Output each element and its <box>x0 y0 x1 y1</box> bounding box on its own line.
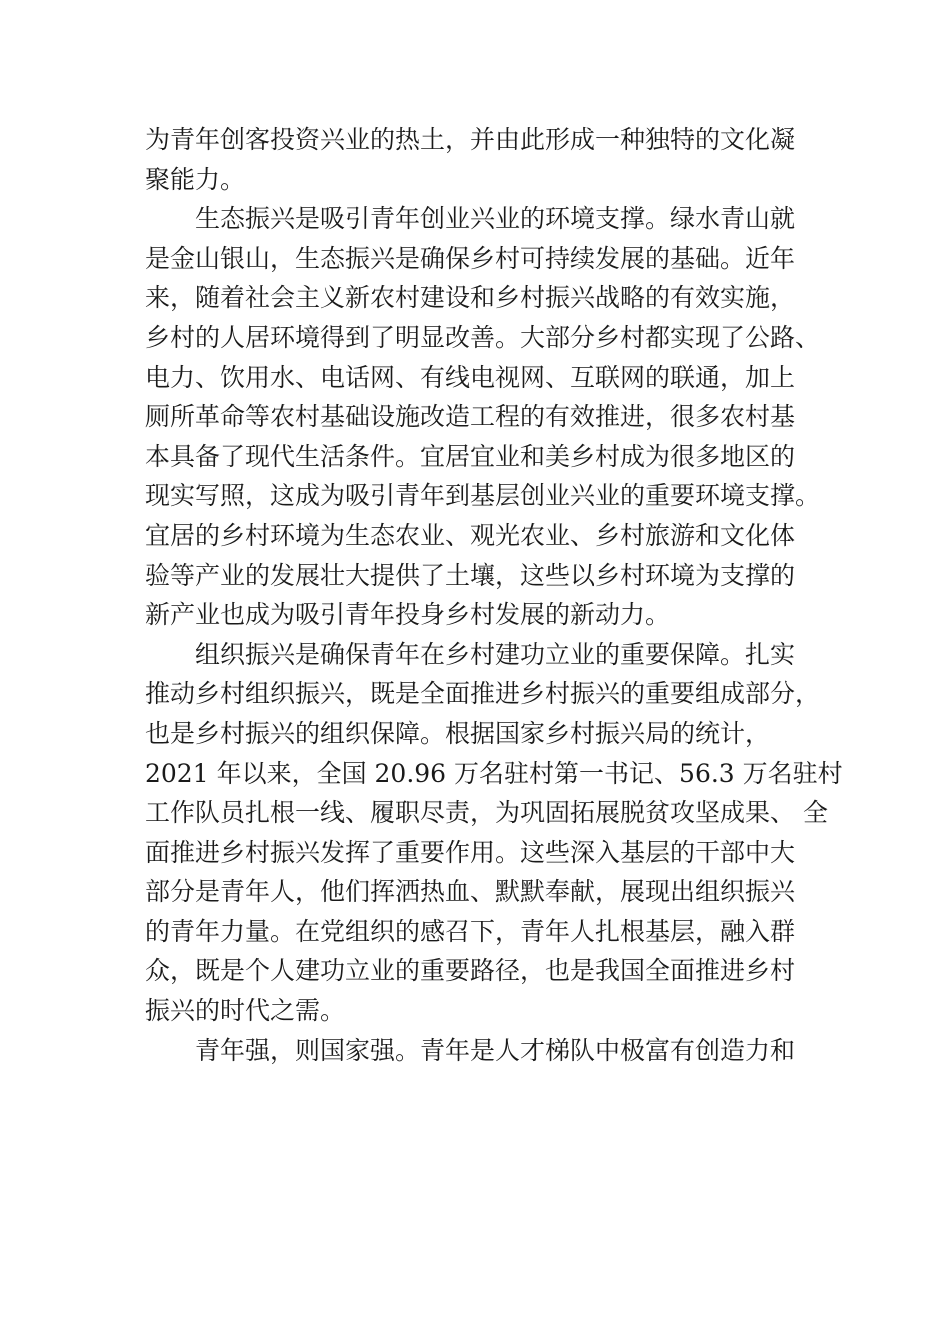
text-line: 厕所革命等农村基础设施改造工程的有效推进，很多农村基 <box>145 402 796 432</box>
text-line: 部分是青年人，他们挥洒热血、默默奉献，展现出组织振兴 <box>145 877 796 907</box>
text-line: 来，随着社会主义新农村建设和乡村振兴战略的有效实施， <box>145 283 796 313</box>
text-line: 聚能力。 <box>145 164 246 194</box>
text-line: 现实写照，这成为吸引青年到基层创业兴业的重要环境支撑。 <box>145 481 821 511</box>
text-line: 振兴的时代之需。 <box>145 996 346 1026</box>
text-line: 宜居的乡村环境为生态农业、观光农业、乡村旅游和文化体 <box>145 520 796 550</box>
text-line: 电力、饮用水、电话网、有线电视网、互联网的联通，加上 <box>145 362 796 392</box>
text-line: 为青年创客投资兴业的热土，并由此形成一种独特的文化凝 <box>145 125 796 154</box>
text-line: 众，既是个人建功立业的重要路径，也是我国全面推进乡村 <box>145 956 796 986</box>
text-line: 新产业也成为吸引青年投身乡村发展的新动力。 <box>145 600 671 630</box>
text-line: 也是乡村振兴的组织保障。根据国家乡村振兴局的统计， <box>145 718 771 748</box>
paragraph-first-line: 生态振兴是吸引青年创业兴业的环境支撑。绿水青山就 <box>195 204 796 234</box>
paragraph-first-line: 组织振兴是确保青年在乡村建功立业的重要保障。扎实 <box>195 639 796 669</box>
document-body <box>145 120 843 1070</box>
text-line: 乡村的人居环境得到了明显改善。大部分乡村都实现了公路、 <box>145 322 821 352</box>
text-line: 的青年力量。在党组织的感召下，青年人扎根基层，融入群 <box>145 916 796 946</box>
text-line: 本具备了现代生活条件。宜居宜业和美乡村成为很多地区的 <box>145 441 796 471</box>
paragraph-first-line: 青年强，则国家强。青年是人才梯队中极富有创造力和 <box>195 1035 796 1065</box>
text-line: 推动乡村组织振兴，既是全面推进乡村振兴的重要组成部分， <box>145 679 821 709</box>
text-line: 面推进乡村振兴发挥了重要作用。这些深入基层的干部中大 <box>145 837 796 867</box>
text-line: 验等产业的发展壮大提供了土壤，这些以乡村环境为支撑的 <box>145 560 796 590</box>
text-line: 工作队员扎根一线、履职尽责，为巩固拓展脱贫攻坚成果、 全 <box>145 798 828 828</box>
text-line: 2021 年以来，全国 20.96 万名驻村第一书记、56.3 万名驻村 <box>145 758 843 788</box>
text-line: 是金山银山，生态振兴是确保乡村可持续发展的基础。近年 <box>145 243 796 273</box>
